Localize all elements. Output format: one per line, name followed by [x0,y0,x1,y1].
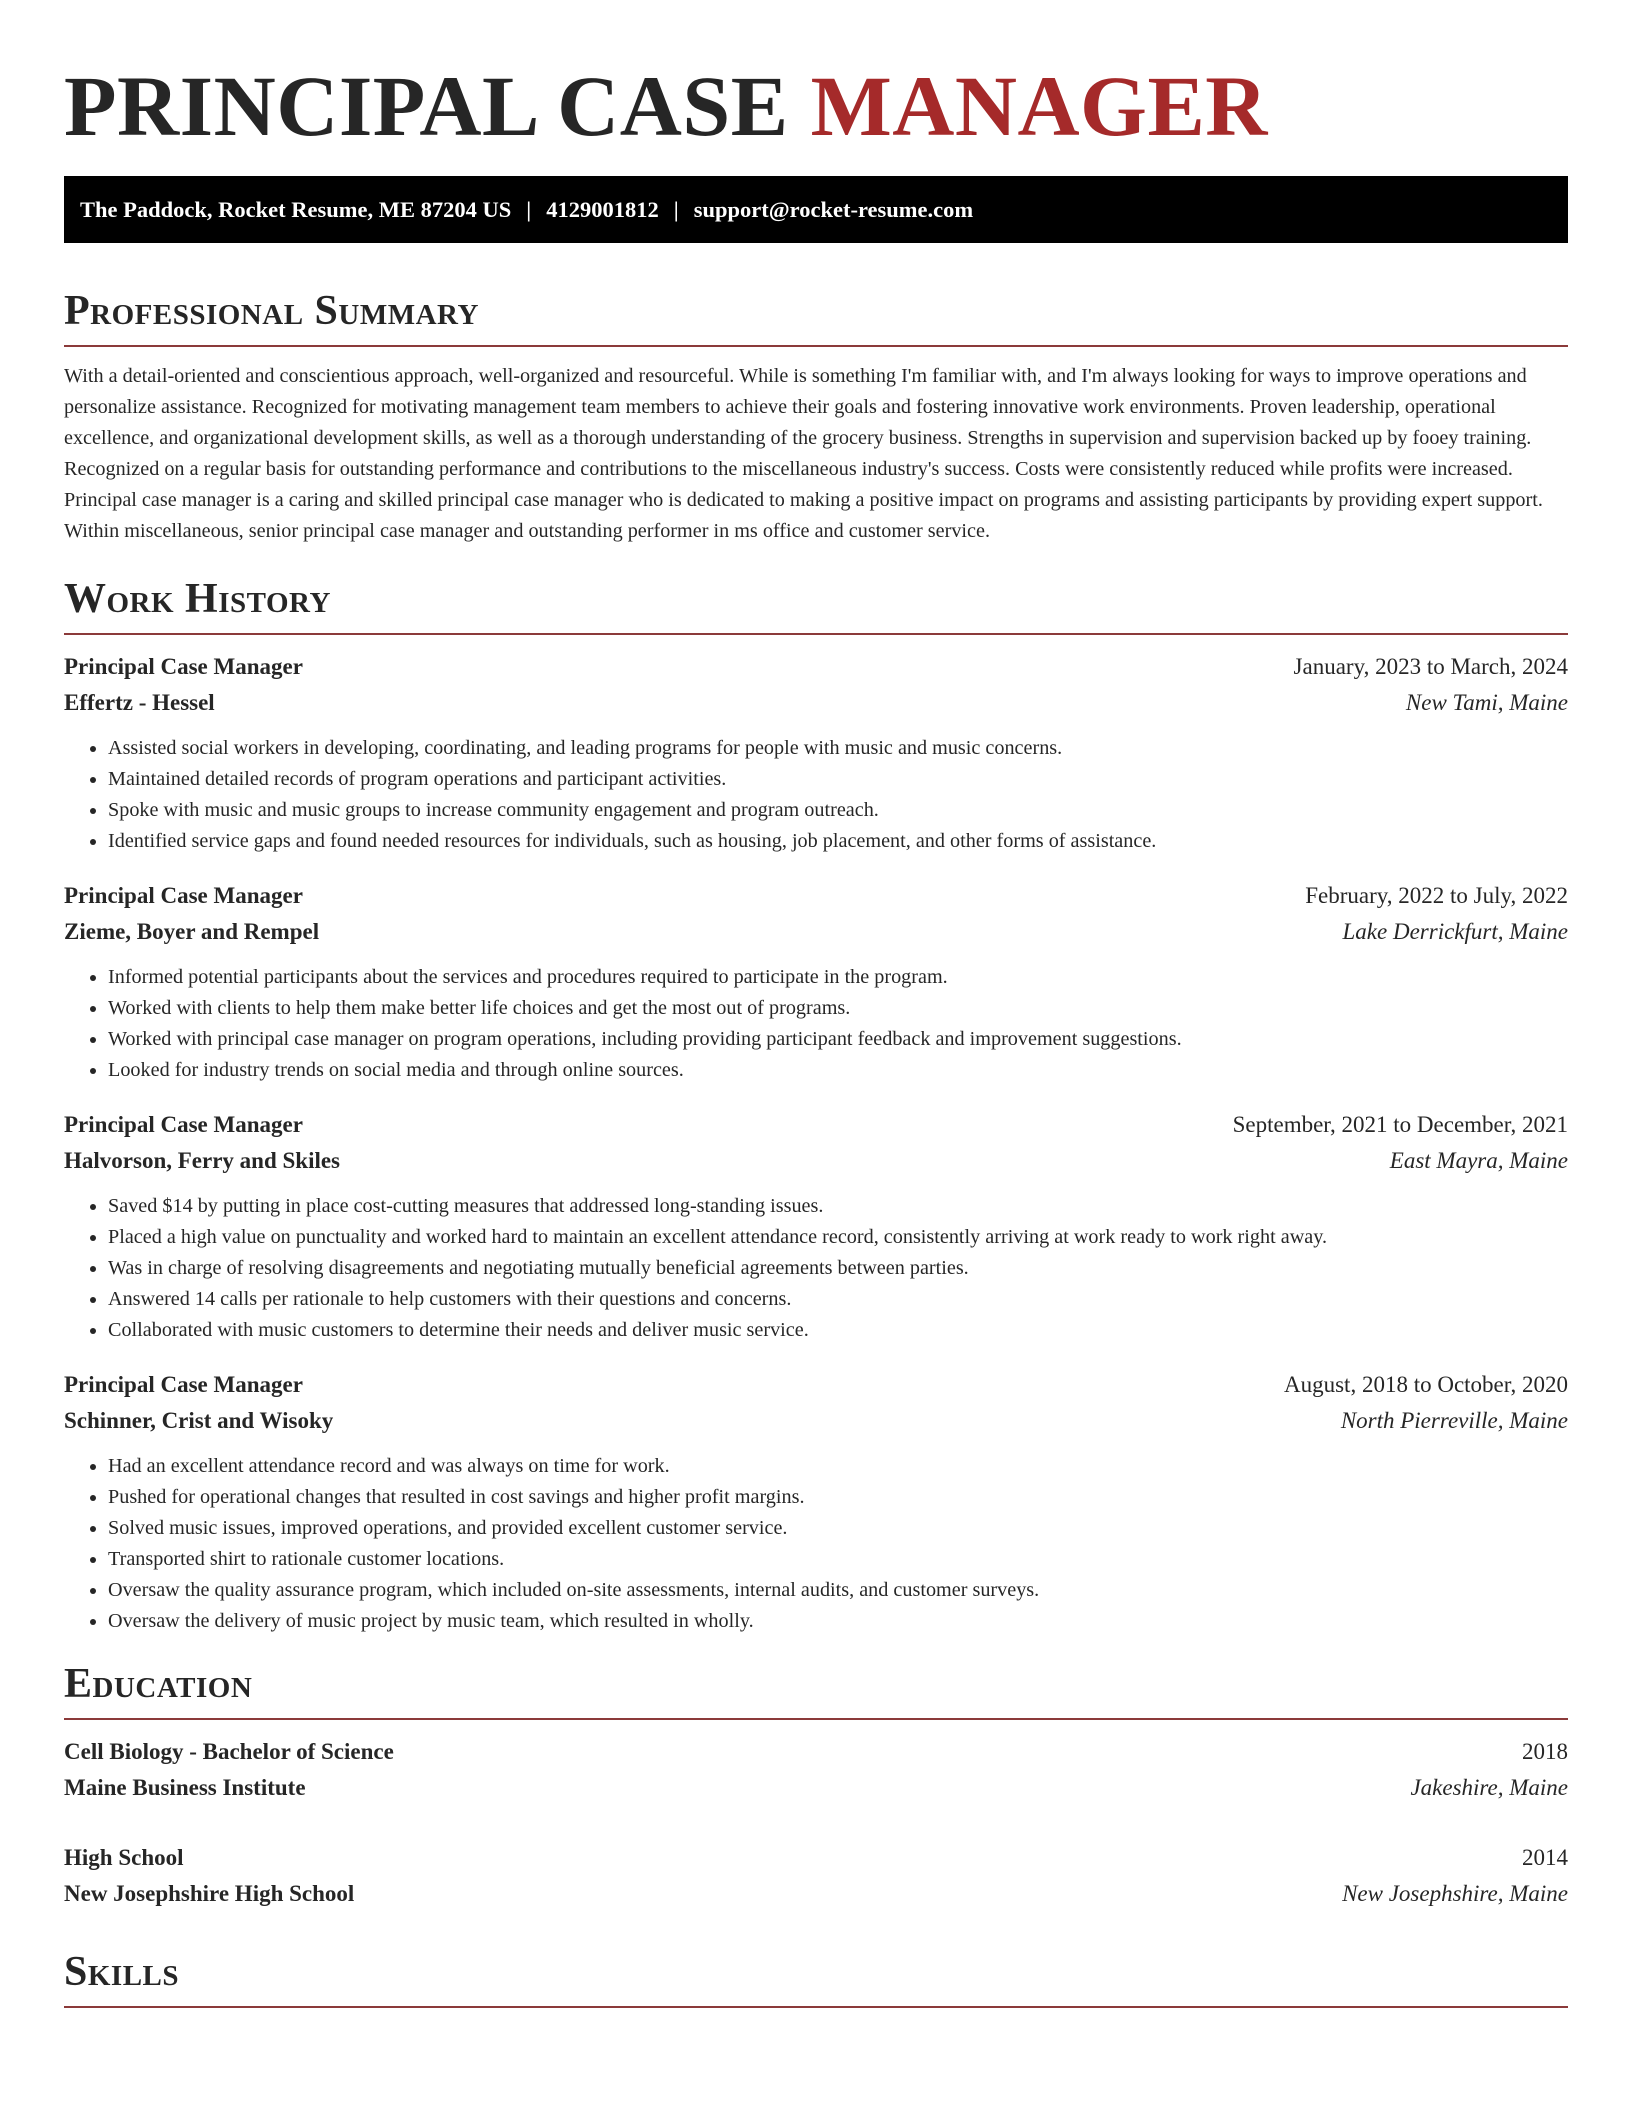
job-dates: February, 2022 to July, 2022 [1305,883,1568,908]
education-school-row [64,1770,1568,1806]
job-entry [64,878,1568,1086]
job-entry [64,1367,1568,1637]
education-degree-row [64,1840,1568,1876]
job-bullets [64,1191,1568,1346]
section-divider [64,345,1568,347]
education-school: Maine Business Institute [64,1775,306,1800]
name-first: PRINCIPAL CASE [64,58,789,154]
job-company-row [64,1403,1568,1439]
section-divider [64,633,1568,635]
summary-text: With a detail-oriented and conscientious approach, well-organized and resourceful. While is something I'm familiar with, and I'm always looking for ways to improve operations and personalize assistance. Recognized for motivating management team members to achieve their goals and fostering innovative work environments. Proven leadership, operational excellence, and organizational development skills, as well as a thorough understanding of the grocery business. Strengths in supervision and supervision backed up by fooey training. Recognized on a regular basis for outstanding performance and contributions to the miscellaneous industry's success. Costs were consistently reduced while profits were increased. Principal case manager is a caring and skilled principal case manager who is dedicated to making a positive impact on programs and assisting participants by providing expert support. Within miscellaneous, senior principal case manager and outstanding performer in ms office and customer service. [64,365,1543,542]
job-entry [64,649,1568,857]
job-title: Principal Case Manager [64,883,303,908]
education-degree: High School [64,1845,184,1870]
contact-phone: 4129001812 [546,196,659,222]
contact-separator: | [673,196,679,222]
job-bullet: • Informed potential participants about the services and procedures required to participate in the program. [108,962,1568,993]
education-degree-row [64,1734,1568,1770]
job-header-row [64,1107,1568,1143]
job-title: Principal Case Manager [64,654,303,679]
contact-email: support@rocket-resume.com [693,196,974,222]
job-header-row [64,878,1568,914]
education-school-row [64,1876,1568,1912]
job-company-row [64,914,1568,950]
job-bullet: • Answered 14 calls per rationale to help customers with their questions and concerns. [108,1284,1568,1315]
job-company: Halvorson, Ferry and Skiles [64,1148,341,1173]
name-last: MANAGER [810,58,1268,154]
job-entry [64,1107,1568,1346]
job-bullet: • Pushed for operational changes that resulted in cost savings and higher profit margins. [108,1482,1568,1513]
section-title-summary: Professional Summary [64,288,479,334]
education-entry [64,1734,1568,1806]
job-bullet: • Identified service gaps and found needed resources for individuals, such as housing, job placement, and other forms of assistance. [108,826,1568,857]
job-bullet: • Looked for industry trends on social media and through online sources. [108,1055,1568,1086]
job-bullets [64,962,1568,1086]
job-location: Lake Derrickfurt, Maine [1342,919,1568,944]
summary-section [64,285,1568,547]
job-bullets [64,733,1568,857]
job-bullet: • Solved music issues, improved operations, and provided excellent customer service. [108,1513,1568,1544]
work-history-section [64,573,1568,1637]
job-bullet: • Maintained detailed records of program operations and participant activities. [108,764,1568,795]
job-title: Principal Case Manager [64,1372,303,1397]
job-title: Principal Case Manager [64,1112,303,1137]
job-bullet: • Saved $14 by putting in place cost-cutting measures that addressed long-standing issues. [108,1191,1568,1222]
job-header-row [64,649,1568,685]
education-entry [64,1840,1568,1912]
job-bullet: • Worked with clients to help them make better life choices and get the most out of programs. [108,993,1568,1024]
job-bullet: • Transported shirt to rationale customer locations. [108,1544,1568,1575]
contact-separator: | [526,196,532,222]
job-company-row [64,685,1568,721]
job-company: Effertz - Hessel [64,690,215,715]
job-bullet: • Placed a high value on punctuality and worked hard to maintain an excellent attendance record, consistently arriving at work ready to work right away. [108,1222,1568,1253]
education-year: 2014 [1522,1845,1568,1870]
job-dates: January, 2023 to March, 2024 [1293,654,1568,679]
section-divider [64,1718,1568,1720]
job-bullet: • Assisted social workers in developing, coordinating, and leading programs for people with music and music concerns. [108,733,1568,764]
contact-address: The Paddock, Rocket Resume, ME 87204 US [80,196,512,222]
job-bullet: • Had an excellent attendance record and was always on time for work. [108,1451,1568,1482]
education-year: 2018 [1522,1739,1568,1764]
job-bullet: • Spoke with music and music groups to increase community engagement and program outreach. [108,795,1568,826]
contact-bar [64,176,1568,243]
education-section [64,1658,1568,1912]
job-company: Zieme, Boyer and Rempel [64,919,320,944]
section-title-education: Education [64,1661,253,1707]
job-bullet: • Oversaw the delivery of music project by music team, which resulted in wholly. [108,1606,1568,1637]
job-company: Schinner, Crist and Wisoky [64,1408,334,1433]
resume-name [64,56,1568,156]
job-bullet: • Worked with principal case manager on program operations, including providing participant feedback and improvement suggestions. [108,1024,1568,1055]
education-location: New Josephshire, Maine [1342,1881,1568,1906]
job-header-row [64,1367,1568,1403]
skills-section [64,1946,1568,2008]
job-location: North Pierreville, Maine [1340,1408,1568,1433]
job-company-row [64,1143,1568,1179]
job-bullets [64,1451,1568,1637]
job-dates: September, 2021 to December, 2021 [1232,1112,1568,1137]
job-dates: August, 2018 to October, 2020 [1284,1372,1568,1397]
job-bullet: • Collaborated with music customers to determine their needs and deliver music service. [108,1315,1568,1346]
section-title-work-history: Work History [64,576,331,622]
education-location: Jakeshire, Maine [1410,1775,1568,1800]
job-location: New Tami, Maine [1405,690,1568,715]
job-bullet: • Oversaw the quality assurance program, which included on-site assessments, internal audits, and customer surveys. [108,1575,1568,1606]
job-bullet: • Was in charge of resolving disagreements and negotiating mutually beneficial agreements between parties. [108,1253,1568,1284]
education-school: New Josephshire High School [64,1881,355,1906]
education-degree: Cell Biology - Bachelor of Science [64,1739,394,1764]
section-title-skills: Skills [64,1949,180,1995]
job-location: East Mayra, Maine [1389,1148,1568,1173]
section-divider [64,2006,1568,2008]
